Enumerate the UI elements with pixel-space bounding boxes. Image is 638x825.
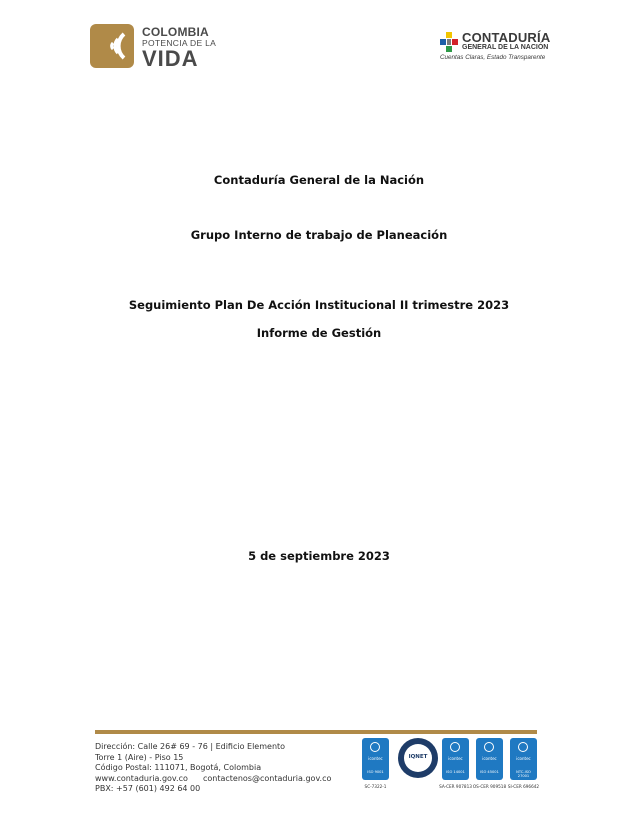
footer-address-line1: Dirección: Calle 26# 69 - 76 | Edificio Elemento — [95, 742, 286, 751]
cert-code: SA-CER 907813 — [439, 784, 472, 789]
footer-divider — [95, 730, 537, 734]
footer-address-line2: Torre 1 (Aire) - Piso 15 — [95, 752, 184, 762]
icontec-iso45001-badge — [472, 738, 507, 789]
footer-postal: Código Postal: 111071, Bogotá, Colombia — [95, 763, 262, 773]
footer-website-link[interactable]: www.contaduria.gov.co — [95, 773, 188, 783]
icontec-icon — [518, 742, 528, 752]
icontec-iso14001-badge — [439, 738, 472, 789]
colombia-potencia-de-la-vida-logo — [90, 24, 220, 70]
cert-standard: ISO 45001 — [480, 770, 499, 774]
cert-standard: ISO 14001 — [446, 770, 465, 774]
icontec-icon — [370, 742, 380, 752]
contaduria-flower-icon — [440, 32, 458, 52]
logo-line-potencia: POTENCIA DE LA — [142, 38, 217, 48]
cert-brand: icontec — [482, 756, 497, 761]
cert-brand: icontec — [368, 756, 383, 761]
footer-phone: PBX: +57 (601) 492 64 00 — [95, 784, 201, 794]
contaduria-subtitle: GENERAL DE LA NACIÓN — [462, 44, 549, 51]
document-date: 5 de septiembre 2023 — [248, 549, 390, 563]
contaduria-title: CONTADURÍA — [462, 30, 551, 45]
icontec-icon — [484, 742, 494, 752]
footer-email-link[interactable]: contactenos@contaduria.gov.co — [202, 773, 332, 783]
cert-standard: NTC-ISO 27001 — [516, 770, 531, 778]
icontec-iso27001-badge — [507, 738, 540, 789]
contaduria-logo — [440, 30, 560, 66]
cert-code: SI-CER 696642 — [507, 784, 540, 789]
cert-standard: ISO 9001 — [367, 770, 384, 774]
colombia-potencia-emblem-icon — [90, 24, 134, 68]
contaduria-tagline: Cuentas Claras, Estado Transparente — [440, 54, 546, 61]
certification-badges — [362, 738, 542, 798]
footer-contact — [95, 742, 331, 795]
cert-brand: icontec — [516, 756, 531, 761]
iqnet-label: IQNET — [408, 754, 428, 760]
iqnet-badge — [398, 738, 438, 778]
document-title: Seguimiento Plan De Acción Institucional II trimestre 2023 — [128, 298, 510, 312]
entity-name: Contaduría General de la Nación — [213, 173, 425, 187]
logo-line-vida: VIDA — [142, 46, 199, 71]
icontec-iso9001-badge — [362, 738, 389, 789]
document-subtitle: Informe de Gestión — [256, 326, 382, 340]
logo-line-colombia: COLOMBIA — [142, 25, 209, 39]
cert-brand: icontec — [448, 756, 463, 761]
group-name: Grupo Interno de trabajo de Planeación — [190, 228, 448, 242]
cert-code: SC-7322-1 — [364, 784, 387, 789]
icontec-icon — [450, 742, 460, 752]
cert-code: OS-CER 909518 — [472, 784, 507, 789]
